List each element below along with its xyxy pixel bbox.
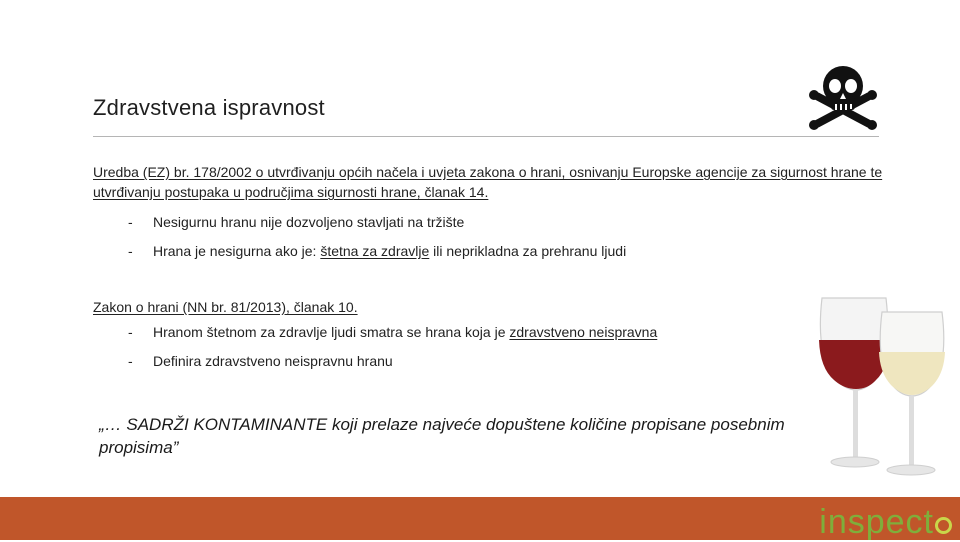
skull-crossbones-icon: [806, 62, 880, 132]
list-item-text: Hrana je nesigurna ako je:: [153, 243, 321, 259]
inspecto-logo: [819, 503, 952, 542]
wine-glasses-image: [810, 290, 960, 490]
bullet-dash: -: [128, 214, 133, 230]
list-item: [128, 324, 657, 340]
bullet-dash: -: [128, 353, 133, 369]
list-item: [128, 353, 393, 369]
page-title: Zdravstvena ispravnost: [93, 95, 325, 120]
emphasis-text: štetna za zdravlje: [320, 243, 430, 259]
quote-text: „… SADRŽI KONTAMINANTE koji prelaze najveće dopuštene količine propisane posebnim propisima”: [99, 415, 785, 457]
list-item-text: Definira zdravstveno neispravnu hranu: [153, 353, 393, 369]
emphasis-text: zdravstveno neispravna: [509, 324, 658, 340]
list-item-text: ili neprikladna za prehranu ljudi: [429, 243, 627, 259]
list-item: [128, 214, 464, 230]
logo-o-icon: [935, 517, 952, 534]
regulation-reference: Uredba (EZ) br. 178/2002 o utvrđivanju općih načela i uvjeta zakona o hrani, osnivanju Europske agencije za sigurnost hrane te utvrđivanju postupaka u područjima sigurnosti hrane, članak 14.: [93, 164, 883, 200]
list-item-text: Hranom štetnom za zdravlje ljudi smatra se hrana koja je: [153, 324, 510, 340]
list-item: [128, 243, 626, 259]
footer-bar: [0, 497, 960, 540]
logo-text: inspect: [819, 503, 934, 541]
bullet-dash: -: [128, 324, 133, 340]
law-reference: Zakon o hrani (NN br. 81/2013), članak 10.: [93, 299, 358, 315]
bullet-dash: -: [128, 243, 133, 259]
title-divider: [93, 136, 879, 137]
list-item-text: Nesigurnu hranu nije dozvoljeno stavljati na tržište: [153, 214, 465, 230]
